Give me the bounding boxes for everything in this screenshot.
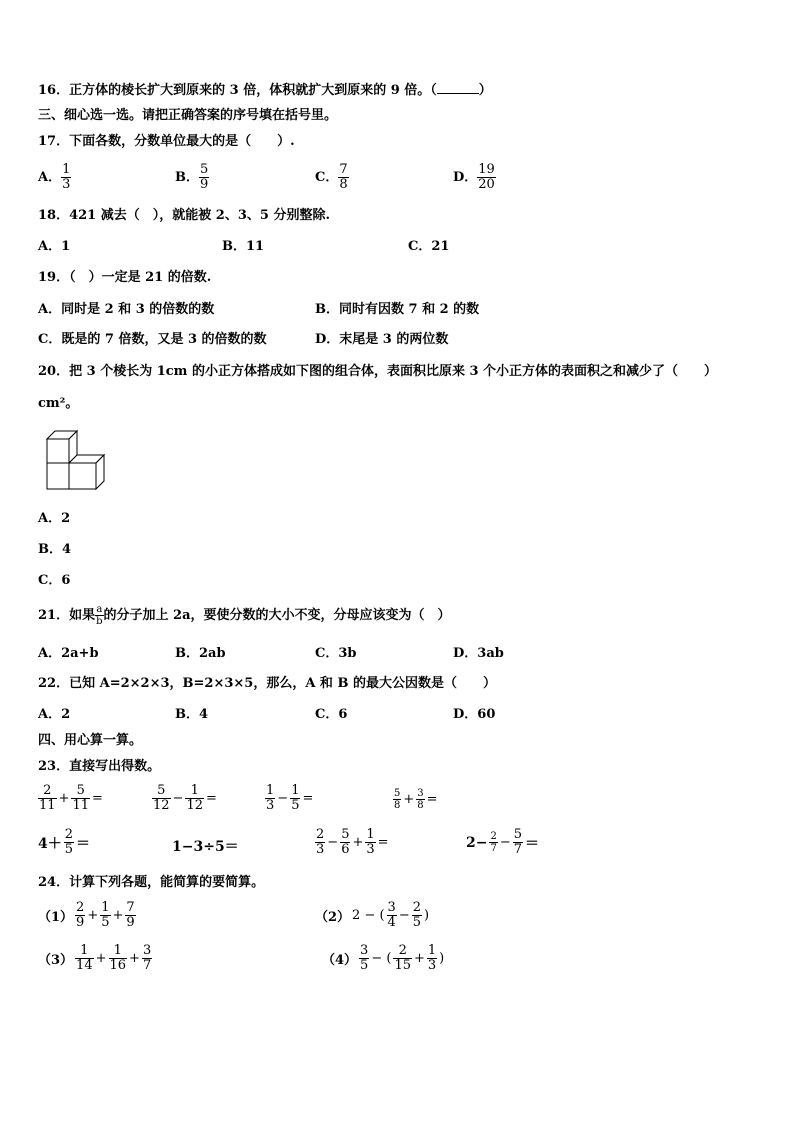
denominator: 3 [366,842,375,857]
math-symbol: ＝ [76,835,91,852]
denominator: 5 [291,798,300,813]
numerator: 7 [126,900,135,915]
numerator: 3 [417,788,424,799]
mental-expression-4 [393,788,438,811]
numerator: 1 [62,162,71,177]
math-symbol: − [327,835,339,850]
fraction [513,828,523,857]
denominator: 15 [394,958,411,973]
math-symbol: = [377,835,389,850]
fraction [477,163,496,192]
denominator: 3 [316,842,325,857]
denominator: 3 [62,177,71,192]
fraction [365,828,375,857]
denominator: 5 [101,915,110,930]
numerator: 2 [43,783,52,798]
section-3-heading: 三、细心选一选。请把正确答案的序号填在括号里。 [38,108,338,123]
q18-option-a[interactable]: A．1 [38,239,71,254]
question-19-stem: 19．（ ）一定是 21 的倍数. [38,270,212,285]
numerator: 3 [360,943,369,958]
math-symbol: + [352,835,364,850]
numerator: 5 [341,827,350,842]
fraction [412,901,422,930]
denominator: 12 [186,798,203,813]
question-20-stem: 20．把 3 个棱长为 1cm 的小正方体搭成如下图的组合体，表面积比原来 3 个小正方体的表面积之和减少了（ ） [38,364,718,379]
math-symbol: 21．如果 [38,607,96,623]
denominator: 5 [360,958,369,973]
mental-expression-7 [315,828,389,857]
math-symbol: （1） [38,910,74,925]
numerator: 1 [113,943,122,958]
question-18-stem: 18．421 减去（ ），就能被 2、3、5 分别整除. [38,208,330,223]
numerator: 5 [76,783,85,798]
numerator: 2 [398,943,407,958]
math-symbol: 2− [466,834,488,851]
math-symbol: − [277,791,289,806]
fraction [265,784,275,813]
mental-expression-6 [172,836,239,856]
fraction [75,901,85,930]
denominator: 8 [417,800,424,811]
denominator: 3 [266,798,275,813]
mental-expression-3 [265,784,313,813]
answer-blank[interactable] [437,93,479,94]
math-symbol: （3） [38,953,74,968]
question-23-stem: 23．直接写出得数。 [38,759,161,774]
fraction [142,944,152,973]
numerator: 5 [157,783,166,798]
fraction [109,944,128,973]
q17-option-b[interactable] [175,163,209,192]
math-symbol: + [87,908,99,923]
math-symbol: ） [478,83,492,98]
numerator: a [96,604,103,615]
q19-option-d[interactable]: D．末尾是 3 的两位数 [315,332,449,347]
q20-option-a[interactable]: A．2 [38,511,71,526]
numerator: 2 [64,827,74,842]
q22-option-b[interactable]: B．4 [175,707,209,722]
math-symbol: C． [315,170,339,185]
numerator: 1 [190,783,199,798]
math-symbol: = [92,791,103,806]
denominator: 9 [126,915,135,930]
denominator: 6 [341,842,350,857]
calc-problem-2 [315,901,429,930]
q19-option-a[interactable]: A．同时是 2 和 3 的倍数的数 [38,302,215,317]
denominator: 20 [478,177,495,192]
numerator: 2 [316,827,325,842]
math-symbol: = [206,791,217,806]
numerator: 1 [427,943,437,958]
denominator: 9 [76,915,85,930]
mental-expression-1 [38,784,103,813]
math-symbol: + [129,951,140,966]
q18-option-c[interactable]: C．21 [408,239,450,254]
fraction [71,784,90,813]
numerator: 2 [412,900,422,915]
q19-option-b[interactable]: B．同时有因数 7 和 2 的数 [315,302,480,317]
denominator: 7 [490,843,497,854]
fraction [290,784,300,813]
cube-front-face [47,439,69,463]
q18-option-b[interactable]: B．11 [222,239,265,254]
question-16 [38,83,492,99]
section-4-heading: 四、用心算一算。 [38,733,143,748]
math-symbol: （4） [322,953,358,968]
math-symbol: + [413,951,425,966]
fraction [387,901,397,930]
fraction [125,901,135,930]
math-symbol: + [95,951,107,966]
numerator: 1 [291,783,300,798]
numerator: 5 [513,827,523,842]
denominator: 3 [427,958,437,973]
fraction [199,163,209,192]
q21-option-c[interactable]: C．3b [315,646,357,661]
q22-option-d[interactable]: D．60 [453,707,496,722]
math-symbol: − ( [371,951,392,966]
fraction [489,831,497,854]
numerator: 1 [101,900,110,915]
q17-option-a[interactable] [38,163,71,192]
question-21-stem [38,604,451,627]
math-symbol: 2 − ( [352,908,385,923]
fraction [416,788,424,811]
mental-expression-2 [152,784,217,813]
math-symbol: − [172,791,184,806]
denominator: b [96,616,103,627]
fraction [427,944,437,973]
numerator: 2 [490,831,497,842]
math-symbol: + [112,908,124,923]
cube-front-face [47,463,69,489]
denominator: 4 [387,915,396,930]
denominator: 7 [142,958,152,973]
numerator: 2 [76,900,85,915]
denominator: 5 [412,915,422,930]
numerator: 3 [387,900,396,915]
fraction [185,784,204,813]
math-symbol: − [499,835,511,850]
fraction [152,784,171,813]
q19-option-c[interactable]: C．既是的 7 倍数，又是 3 的倍数的数 [38,332,267,347]
denominator: 8 [394,800,401,811]
denominator: 11 [39,798,56,813]
numerator: 5 [394,788,401,799]
denominator: 14 [76,958,93,973]
q21-option-a[interactable]: A．2a+b [38,646,99,661]
math-symbol: （2） [315,910,351,925]
math-symbol: = [426,792,438,807]
math-symbol: 16．正方体的棱长扩大到原来的 3 倍，体积就扩大到原来的 9 倍。（ [38,83,437,98]
math-symbol: 1−3÷5＝ [172,839,239,855]
q21-option-d[interactable]: D．3ab [453,646,504,661]
fraction [338,163,348,192]
q17-option-d[interactable] [453,163,496,192]
math-symbol: + [58,791,70,806]
fraction [393,788,401,811]
fraction [359,944,369,973]
math-symbol: = [302,791,314,806]
q22-option-a[interactable]: A．2 [38,707,71,722]
numerator: 19 [478,162,495,177]
numerator: 1 [80,943,89,958]
math-symbol: + [403,792,415,807]
mental-expression-5 [38,828,90,857]
fraction [61,163,71,192]
math-symbol: ) [424,908,430,923]
denominator: 5 [64,842,74,857]
q21-option-b[interactable]: B．2ab [175,646,226,661]
question-22-stem: 22．已知 A=2×2×3，B=2×3×5，那么，A 和 B 的最大公因数是（ ） [38,676,496,691]
math-symbol: 4＋ [38,835,62,852]
denominator: 16 [109,958,127,973]
fraction [95,604,103,627]
fraction [75,944,94,973]
fraction [38,784,57,813]
fraction [340,828,350,857]
calc-problem-3 [38,944,152,973]
q20-option-b[interactable]: B．4 [38,542,72,557]
denominator: 7 [513,842,523,857]
question-17-stem: 17．下面各数，分数单位最大的是（ ）. [38,134,295,149]
denominator: 9 [200,177,209,192]
math-symbol: − [398,908,410,923]
denominator: 8 [339,177,348,192]
numerator: 1 [366,827,375,842]
fraction [64,828,74,857]
calc-problem-4 [322,944,444,973]
q22-option-c[interactable]: C．6 [315,707,348,722]
numerator: 5 [200,162,209,177]
denominator: 12 [153,798,170,813]
math-symbol: B． [175,170,199,185]
mental-expression-8 [466,828,539,857]
cube-front-face [69,463,96,489]
fraction [393,944,412,973]
fraction [315,828,325,857]
q20-option-c[interactable]: C．6 [38,573,71,588]
math-symbol: ＝ [525,835,540,852]
q17-option-c[interactable] [315,163,349,192]
math-symbol: 的分子加上 2a，要使分数的大小不变，分母应该变为（ ） [103,607,451,623]
question-24-stem: 24．计算下列各题，能简算的要简算。 [38,875,265,890]
cube-figure [44,428,108,494]
math-symbol: A． [38,170,62,185]
denominator: 11 [72,798,89,813]
calc-problem-1 [38,901,136,930]
math-symbol: D． [453,170,478,185]
question-20-unit: cm²。 [38,396,79,411]
numerator: 1 [266,783,275,798]
fraction [100,901,110,930]
math-symbol: ) [439,951,445,966]
numerator: 7 [339,162,348,177]
numerator: 3 [142,943,152,958]
